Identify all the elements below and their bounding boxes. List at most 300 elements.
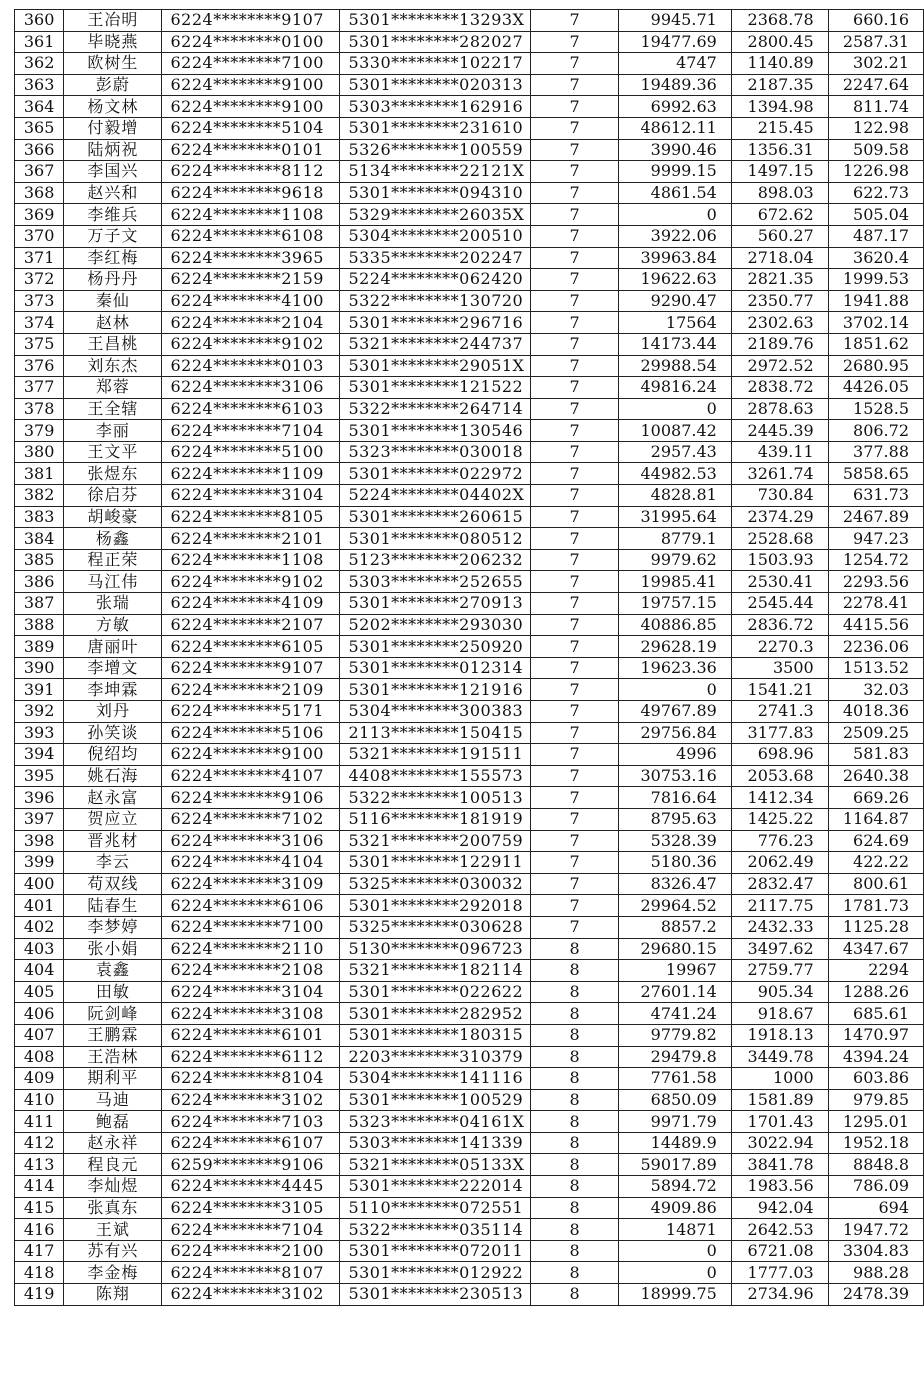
name-cell: 李云 — [64, 852, 162, 874]
table-row — [15, 1262, 924, 1284]
row-number-cell: 370 — [15, 225, 64, 247]
row-number-cell: 387 — [15, 593, 64, 615]
amount-2-cell: 1777.03 — [731, 1262, 828, 1284]
bank-card-cell: 6224********9102 — [162, 571, 340, 593]
name-cell: 李增文 — [64, 657, 162, 679]
id-number-cell: 5301********29051X — [340, 355, 531, 377]
bank-card-cell: 6224********3108 — [162, 1003, 340, 1025]
amount-3-cell: 1941.88 — [828, 290, 923, 312]
bank-card-cell: 6224********3106 — [162, 377, 340, 399]
row-number-cell: 369 — [15, 204, 64, 226]
table-row — [15, 204, 924, 226]
category-cell: 8 — [531, 1024, 619, 1046]
amount-1-cell: 10087.42 — [618, 420, 731, 442]
table-row — [15, 1154, 924, 1176]
amount-2-cell: 2117.75 — [731, 895, 828, 917]
category-cell: 7 — [531, 139, 619, 161]
bank-card-cell: 6224********9100 — [162, 74, 340, 96]
amount-3-cell: 377.88 — [828, 441, 923, 463]
table-row — [15, 916, 924, 938]
amount-1-cell: 39963.84 — [618, 247, 731, 269]
row-number-cell: 373 — [15, 290, 64, 312]
row-number-cell: 385 — [15, 549, 64, 571]
amount-2-cell: 2368.78 — [731, 10, 828, 32]
amount-2-cell: 2053.68 — [731, 765, 828, 787]
amount-2-cell: 3497.62 — [731, 938, 828, 960]
amount-3-cell: 4394.24 — [828, 1046, 923, 1068]
bank-card-cell: 6224********8105 — [162, 506, 340, 528]
name-cell: 袁鑫 — [64, 960, 162, 982]
id-number-cell: 5321********182114 — [340, 960, 531, 982]
category-cell: 7 — [531, 808, 619, 830]
bank-card-cell: 6224********2159 — [162, 269, 340, 291]
amount-1-cell: 9779.82 — [618, 1024, 731, 1046]
id-number-cell: 5321********05133X — [340, 1154, 531, 1176]
bank-card-cell: 6224********0103 — [162, 355, 340, 377]
row-number-cell: 415 — [15, 1197, 64, 1219]
amount-2-cell: 3022.94 — [731, 1132, 828, 1154]
bank-card-cell: 6224********9618 — [162, 182, 340, 204]
name-cell: 孙笑谈 — [64, 722, 162, 744]
amount-3-cell: 4347.67 — [828, 938, 923, 960]
category-cell: 7 — [531, 398, 619, 420]
amount-3-cell: 624.69 — [828, 830, 923, 852]
table-row — [15, 657, 924, 679]
bank-card-cell: 6224********7104 — [162, 1219, 340, 1241]
table-row — [15, 787, 924, 809]
amount-3-cell: 1164.87 — [828, 808, 923, 830]
name-cell: 马迪 — [64, 1089, 162, 1111]
id-number-cell: 5301********282952 — [340, 1003, 531, 1025]
amount-2-cell: 2528.68 — [731, 528, 828, 550]
amount-1-cell: 4741.24 — [618, 1003, 731, 1025]
id-number-cell: 5224********062420 — [340, 269, 531, 291]
amount-3-cell: 2478.39 — [828, 1284, 923, 1306]
category-cell: 8 — [531, 1240, 619, 1262]
bank-card-cell: 6224********3102 — [162, 1089, 340, 1111]
table-row — [15, 1219, 924, 1241]
row-number-cell: 399 — [15, 852, 64, 874]
bank-card-cell: 6224********6112 — [162, 1046, 340, 1068]
category-cell: 8 — [531, 1154, 619, 1176]
category-cell: 7 — [531, 96, 619, 118]
id-number-cell: 5301********100529 — [340, 1089, 531, 1111]
row-number-cell: 403 — [15, 938, 64, 960]
category-cell: 7 — [531, 204, 619, 226]
name-cell: 赵永祥 — [64, 1132, 162, 1154]
row-number-cell: 393 — [15, 722, 64, 744]
name-cell: 王斌 — [64, 1219, 162, 1241]
category-cell: 8 — [531, 1197, 619, 1219]
id-number-cell: 5301********080512 — [340, 528, 531, 550]
table-row — [15, 225, 924, 247]
row-number-cell: 376 — [15, 355, 64, 377]
name-cell: 付毅增 — [64, 117, 162, 139]
table-row — [15, 1024, 924, 1046]
bank-card-cell: 6224********7102 — [162, 808, 340, 830]
amount-2-cell: 215.45 — [731, 117, 828, 139]
amount-2-cell: 3177.83 — [731, 722, 828, 744]
table-row — [15, 938, 924, 960]
id-number-cell: 5116********181919 — [340, 808, 531, 830]
amount-2-cell: 905.34 — [731, 981, 828, 1003]
id-number-cell: 5301********022622 — [340, 981, 531, 1003]
id-number-cell: 5303********252655 — [340, 571, 531, 593]
amount-1-cell: 19489.36 — [618, 74, 731, 96]
id-number-cell: 5301********020313 — [340, 74, 531, 96]
category-cell: 7 — [531, 31, 619, 53]
amount-1-cell: 0 — [618, 1240, 731, 1262]
amount-3-cell: 979.85 — [828, 1089, 923, 1111]
id-number-cell: 5301********121916 — [340, 679, 531, 701]
amount-3-cell: 581.83 — [828, 744, 923, 766]
amount-2-cell: 1983.56 — [731, 1176, 828, 1198]
bank-card-cell: 6224********9100 — [162, 744, 340, 766]
id-number-cell: 5335********202247 — [340, 247, 531, 269]
category-cell: 7 — [531, 614, 619, 636]
amount-2-cell: 776.23 — [731, 830, 828, 852]
id-number-cell: 5322********100513 — [340, 787, 531, 809]
name-cell: 方敏 — [64, 614, 162, 636]
amount-3-cell: 1952.18 — [828, 1132, 923, 1154]
category-cell: 7 — [531, 225, 619, 247]
bank-card-cell: 6224********7104 — [162, 420, 340, 442]
amount-1-cell: 14489.9 — [618, 1132, 731, 1154]
table-row — [15, 1068, 924, 1090]
name-cell: 刘丹 — [64, 701, 162, 723]
amount-1-cell: 31995.64 — [618, 506, 731, 528]
row-number-cell: 372 — [15, 269, 64, 291]
amount-1-cell: 0 — [618, 679, 731, 701]
amount-3-cell: 1781.73 — [828, 895, 923, 917]
amount-2-cell: 2718.04 — [731, 247, 828, 269]
amount-1-cell: 4747 — [618, 53, 731, 75]
id-number-cell: 5301********282027 — [340, 31, 531, 53]
name-cell: 杨丹丹 — [64, 269, 162, 291]
bank-card-cell: 6224********3109 — [162, 873, 340, 895]
category-cell: 7 — [531, 873, 619, 895]
amount-2-cell: 2972.52 — [731, 355, 828, 377]
id-number-cell: 5304********300383 — [340, 701, 531, 723]
amount-2-cell: 730.84 — [731, 485, 828, 507]
bank-card-cell: 6224********2109 — [162, 679, 340, 701]
amount-1-cell: 19967 — [618, 960, 731, 982]
amount-3-cell: 1254.72 — [828, 549, 923, 571]
amount-1-cell: 29628.19 — [618, 636, 731, 658]
name-cell: 赵林 — [64, 312, 162, 334]
bank-card-cell: 6224********1108 — [162, 204, 340, 226]
amount-3-cell: 694 — [828, 1197, 923, 1219]
bank-card-cell: 6224********6105 — [162, 636, 340, 658]
id-number-cell: 5301********222014 — [340, 1176, 531, 1198]
id-number-cell: 5134********22121X — [340, 161, 531, 183]
category-cell: 7 — [531, 182, 619, 204]
name-cell: 唐丽叶 — [64, 636, 162, 658]
name-cell: 陆炳祝 — [64, 139, 162, 161]
amount-3-cell: 2247.64 — [828, 74, 923, 96]
bank-card-cell: 6224********3104 — [162, 981, 340, 1003]
row-number-cell: 368 — [15, 182, 64, 204]
id-number-cell: 5322********130720 — [340, 290, 531, 312]
id-number-cell: 5325********030628 — [340, 916, 531, 938]
category-cell: 8 — [531, 1284, 619, 1306]
id-number-cell: 5322********035114 — [340, 1219, 531, 1241]
bank-card-cell: 6224********6108 — [162, 225, 340, 247]
row-number-cell: 365 — [15, 117, 64, 139]
id-number-cell: 5301********250920 — [340, 636, 531, 658]
row-number-cell: 384 — [15, 528, 64, 550]
id-number-cell: 5301********296716 — [340, 312, 531, 334]
bank-card-cell: 6224********3965 — [162, 247, 340, 269]
id-number-cell: 5301********121522 — [340, 377, 531, 399]
table-row — [15, 679, 924, 701]
row-number-cell: 402 — [15, 916, 64, 938]
bank-card-cell: 6224********9100 — [162, 96, 340, 118]
amount-2-cell: 1140.89 — [731, 53, 828, 75]
amount-3-cell: 603.86 — [828, 1068, 923, 1090]
category-cell: 7 — [531, 377, 619, 399]
category-cell: 7 — [531, 247, 619, 269]
bank-card-cell: 6224********6101 — [162, 1024, 340, 1046]
amount-1-cell: 19757.15 — [618, 593, 731, 615]
id-number-cell: 5321********200759 — [340, 830, 531, 852]
id-number-cell: 5330********102217 — [340, 53, 531, 75]
bank-card-cell: 6224********8112 — [162, 161, 340, 183]
amount-2-cell: 2800.45 — [731, 31, 828, 53]
row-number-cell: 378 — [15, 398, 64, 420]
name-cell: 李维兵 — [64, 204, 162, 226]
id-number-cell: 5301********230513 — [340, 1284, 531, 1306]
name-cell: 王鹏霖 — [64, 1024, 162, 1046]
amount-1-cell: 4828.81 — [618, 485, 731, 507]
category-cell: 7 — [531, 355, 619, 377]
amount-2-cell: 1412.34 — [731, 787, 828, 809]
id-number-cell: 5303********141339 — [340, 1132, 531, 1154]
amount-3-cell: 1999.53 — [828, 269, 923, 291]
amount-1-cell: 14173.44 — [618, 333, 731, 355]
bank-card-cell: 6224********2110 — [162, 938, 340, 960]
amount-2-cell: 1503.93 — [731, 549, 828, 571]
amount-3-cell: 3304.83 — [828, 1240, 923, 1262]
amount-1-cell: 59017.89 — [618, 1154, 731, 1176]
amount-1-cell: 8795.63 — [618, 808, 731, 830]
category-cell: 7 — [531, 679, 619, 701]
category-cell: 8 — [531, 981, 619, 1003]
amount-3-cell: 2236.06 — [828, 636, 923, 658]
amount-2-cell: 1425.22 — [731, 808, 828, 830]
row-number-cell: 401 — [15, 895, 64, 917]
name-cell: 田敏 — [64, 981, 162, 1003]
amount-3-cell: 505.04 — [828, 204, 923, 226]
table-row — [15, 10, 924, 32]
table-row — [15, 247, 924, 269]
bank-card-cell: 6224********9106 — [162, 787, 340, 809]
name-cell: 李梦婷 — [64, 916, 162, 938]
amount-2-cell: 2432.33 — [731, 916, 828, 938]
amount-1-cell: 48612.11 — [618, 117, 731, 139]
amount-1-cell: 0 — [618, 1262, 731, 1284]
category-cell: 8 — [531, 1262, 619, 1284]
table-row — [15, 1197, 924, 1219]
row-number-cell: 397 — [15, 808, 64, 830]
amount-3-cell: 2294 — [828, 960, 923, 982]
bank-card-cell: 6224********5171 — [162, 701, 340, 723]
category-cell: 7 — [531, 593, 619, 615]
table-row — [15, 808, 924, 830]
category-cell: 7 — [531, 787, 619, 809]
amount-1-cell: 4861.54 — [618, 182, 731, 204]
row-number-cell: 406 — [15, 1003, 64, 1025]
table-row — [15, 290, 924, 312]
amount-3-cell: 988.28 — [828, 1262, 923, 1284]
table-row — [15, 765, 924, 787]
row-number-cell: 408 — [15, 1046, 64, 1068]
amount-1-cell: 19622.63 — [618, 269, 731, 291]
amount-1-cell: 29964.52 — [618, 895, 731, 917]
name-cell: 程良元 — [64, 1154, 162, 1176]
name-cell: 贺应立 — [64, 808, 162, 830]
name-cell: 万子文 — [64, 225, 162, 247]
bank-card-cell: 6224********9102 — [162, 333, 340, 355]
id-number-cell: 5301********094310 — [340, 182, 531, 204]
id-number-cell: 5323********04161X — [340, 1111, 531, 1133]
amount-3-cell: 3620.4 — [828, 247, 923, 269]
id-number-cell: 5301********292018 — [340, 895, 531, 917]
id-number-cell: 5202********293030 — [340, 614, 531, 636]
table-row — [15, 161, 924, 183]
amount-2-cell: 2302.63 — [731, 312, 828, 334]
amount-3-cell: 1295.01 — [828, 1111, 923, 1133]
table-row — [15, 1111, 924, 1133]
amount-2-cell: 2374.29 — [731, 506, 828, 528]
name-cell: 张小娟 — [64, 938, 162, 960]
bank-card-cell: 6224********0101 — [162, 139, 340, 161]
row-number-cell: 377 — [15, 377, 64, 399]
amount-3-cell: 2640.38 — [828, 765, 923, 787]
id-number-cell: 5301********180315 — [340, 1024, 531, 1046]
row-number-cell: 398 — [15, 830, 64, 852]
bank-card-cell: 6224********3106 — [162, 830, 340, 852]
table-row — [15, 420, 924, 442]
amount-2-cell: 1918.13 — [731, 1024, 828, 1046]
amount-2-cell: 2734.96 — [731, 1284, 828, 1306]
table-row — [15, 1089, 924, 1111]
name-cell: 张瑞 — [64, 593, 162, 615]
category-cell: 7 — [531, 636, 619, 658]
category-cell: 8 — [531, 1003, 619, 1025]
amount-2-cell: 1394.98 — [731, 96, 828, 118]
category-cell: 7 — [531, 657, 619, 679]
id-number-cell: 5329********26035X — [340, 204, 531, 226]
amount-1-cell: 44982.53 — [618, 463, 731, 485]
category-cell: 7 — [531, 485, 619, 507]
table-body — [15, 10, 924, 1306]
name-cell: 赵永富 — [64, 787, 162, 809]
amount-2-cell: 3841.78 — [731, 1154, 828, 1176]
table-row — [15, 830, 924, 852]
amount-1-cell: 19985.41 — [618, 571, 731, 593]
amount-2-cell: 1000 — [731, 1068, 828, 1090]
row-number-cell: 413 — [15, 1154, 64, 1176]
category-cell: 8 — [531, 960, 619, 982]
row-number-cell: 367 — [15, 161, 64, 183]
amount-1-cell: 17564 — [618, 312, 731, 334]
id-number-cell: 5304********200510 — [340, 225, 531, 247]
name-cell: 胡峻豪 — [64, 506, 162, 528]
amount-1-cell: 27601.14 — [618, 981, 731, 1003]
amount-1-cell: 29479.8 — [618, 1046, 731, 1068]
amount-3-cell: 302.21 — [828, 53, 923, 75]
amount-1-cell: 9945.71 — [618, 10, 731, 32]
amount-3-cell: 947.23 — [828, 528, 923, 550]
name-cell: 张煜东 — [64, 463, 162, 485]
table-row — [15, 117, 924, 139]
name-cell: 王昌桃 — [64, 333, 162, 355]
table-row — [15, 485, 924, 507]
name-cell: 王全辖 — [64, 398, 162, 420]
category-cell: 7 — [531, 290, 619, 312]
category-cell: 8 — [531, 1132, 619, 1154]
row-number-cell: 414 — [15, 1176, 64, 1198]
row-number-cell: 394 — [15, 744, 64, 766]
amount-1-cell: 5894.72 — [618, 1176, 731, 1198]
category-cell: 7 — [531, 441, 619, 463]
id-number-cell: 2113********150415 — [340, 722, 531, 744]
amount-1-cell: 49767.89 — [618, 701, 731, 723]
table-row — [15, 463, 924, 485]
amount-2-cell: 439.11 — [731, 441, 828, 463]
amount-1-cell: 9290.47 — [618, 290, 731, 312]
amount-3-cell: 811.74 — [828, 96, 923, 118]
name-cell: 程正荣 — [64, 549, 162, 571]
amount-3-cell: 8848.8 — [828, 1154, 923, 1176]
row-number-cell: 379 — [15, 420, 64, 442]
amount-3-cell: 422.22 — [828, 852, 923, 874]
amount-1-cell: 9971.79 — [618, 1111, 731, 1133]
category-cell: 7 — [531, 722, 619, 744]
amount-3-cell: 1470.97 — [828, 1024, 923, 1046]
table-row — [15, 614, 924, 636]
row-number-cell: 364 — [15, 96, 64, 118]
amount-2-cell: 2189.76 — [731, 333, 828, 355]
table-row — [15, 873, 924, 895]
name-cell: 王冶明 — [64, 10, 162, 32]
table-row — [15, 593, 924, 615]
amount-1-cell: 3990.46 — [618, 139, 731, 161]
bank-card-cell: 6224********2107 — [162, 614, 340, 636]
table-row — [15, 571, 924, 593]
id-number-cell: 5325********030032 — [340, 873, 531, 895]
amount-1-cell: 18999.75 — [618, 1284, 731, 1306]
table-row — [15, 53, 924, 75]
row-number-cell: 416 — [15, 1219, 64, 1241]
amount-3-cell: 2278.41 — [828, 593, 923, 615]
table-row — [15, 1003, 924, 1025]
row-number-cell: 363 — [15, 74, 64, 96]
amount-2-cell: 2838.72 — [731, 377, 828, 399]
id-number-cell: 5301********270913 — [340, 593, 531, 615]
amount-2-cell: 2741.3 — [731, 701, 828, 723]
name-cell: 陆春生 — [64, 895, 162, 917]
amount-1-cell: 8779.1 — [618, 528, 731, 550]
row-number-cell: 407 — [15, 1024, 64, 1046]
table-row — [15, 506, 924, 528]
amount-1-cell: 19623.36 — [618, 657, 731, 679]
amount-2-cell: 2062.49 — [731, 852, 828, 874]
id-number-cell: 5224********04402X — [340, 485, 531, 507]
bank-card-cell: 6224********2101 — [162, 528, 340, 550]
id-number-cell: 5110********072551 — [340, 1197, 531, 1219]
